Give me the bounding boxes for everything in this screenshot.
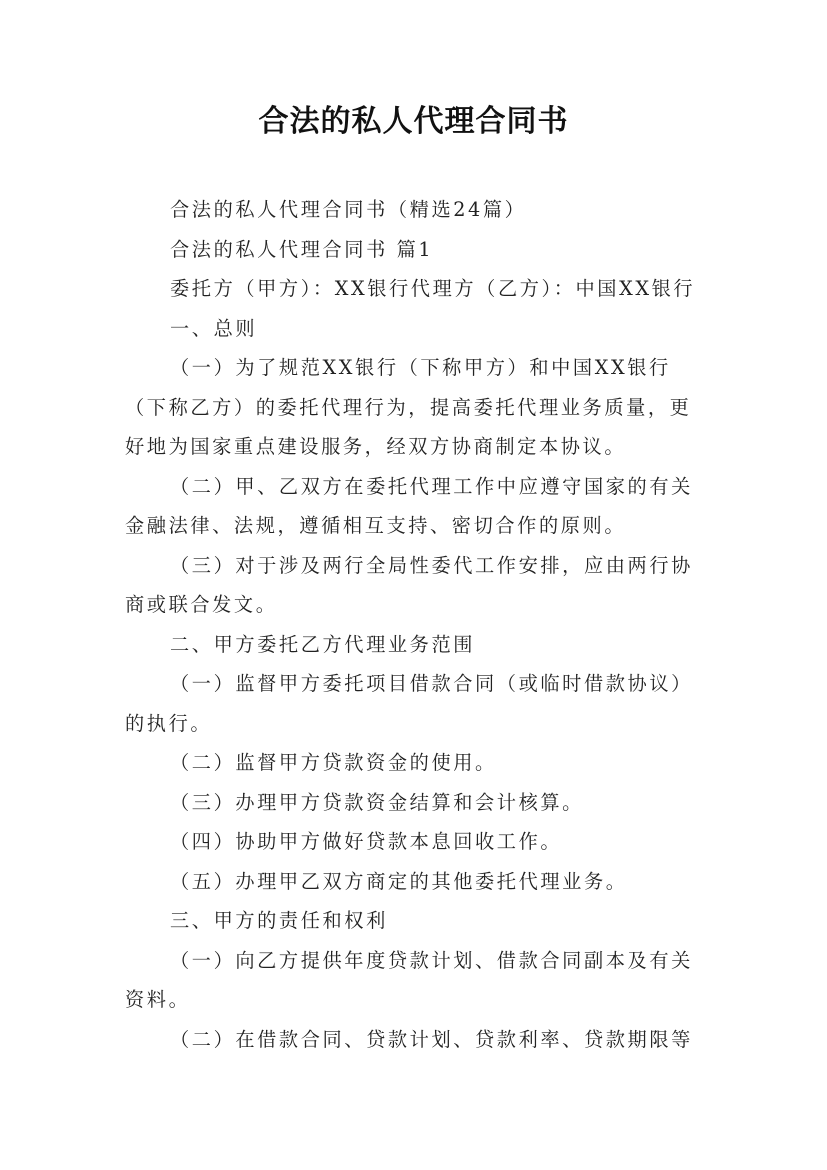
paragraph-line: （二）监督甲方贷款资金的使用。 bbox=[170, 751, 497, 774]
paragraph-line: （一）向乙方提供年度贷款计划、借款合同副本及有关 bbox=[170, 948, 693, 972]
paragraph-line: （下称乙方）的委托代理行为，提高委托代理业务质量，更 bbox=[125, 395, 692, 419]
paragraph-line: （四）协助甲方做好贷款本息回收工作。 bbox=[170, 830, 563, 853]
paragraph-line: 的执行。 bbox=[125, 711, 213, 735]
section-heading: 一、总则 bbox=[170, 316, 258, 340]
section-heading: 二、甲方委托乙方代理业务范围 bbox=[170, 632, 476, 656]
paragraph-line: （五）办理甲乙双方商定的其他委托代理业务。 bbox=[170, 869, 628, 893]
paragraph-line: （一）为了规范XX银行（下称甲方）和中国XX银行 bbox=[170, 356, 671, 379]
paragraph-line: 好地为国家重点建设服务，经双方协商制定本协议。 bbox=[125, 435, 627, 458]
section-heading: 三、甲方的责任和权利 bbox=[170, 909, 388, 932]
paragraph-line: 资料。 bbox=[125, 988, 191, 1011]
paragraph-line: （三）对于涉及两行全局性委代工作安排，应由两行协 bbox=[170, 553, 693, 577]
document-body bbox=[125, 190, 710, 1059]
paragraph-line: 委托方（甲方）：XX银行代理方（乙方）：中国XX银行 bbox=[170, 277, 696, 300]
paragraph-line: （三）办理甲方贷款资金结算和会计核算。 bbox=[170, 790, 584, 814]
paragraph-line: （二）在借款合同、贷款计划、贷款利率、贷款期限等 bbox=[170, 1027, 693, 1051]
paragraph-line: 合法的私人代理合同书 篇1 bbox=[170, 237, 434, 261]
paragraph-line: （二）甲、乙双方在委托代理工作中应遵守国家的有关 bbox=[170, 474, 693, 498]
paragraph-line: 商或联合发文。 bbox=[125, 593, 278, 616]
document-title: 合法的私人代理合同书 bbox=[258, 104, 569, 139]
paragraph-line: （一）监督甲方委托项目借款合同（或临时借款协议） bbox=[170, 672, 693, 695]
paragraph-line: 金融法律、法规，遵循相互支持、密切合作的原则。 bbox=[125, 514, 627, 537]
paragraph-line: 合法的私人代理合同书（精选24篇） bbox=[170, 198, 527, 221]
